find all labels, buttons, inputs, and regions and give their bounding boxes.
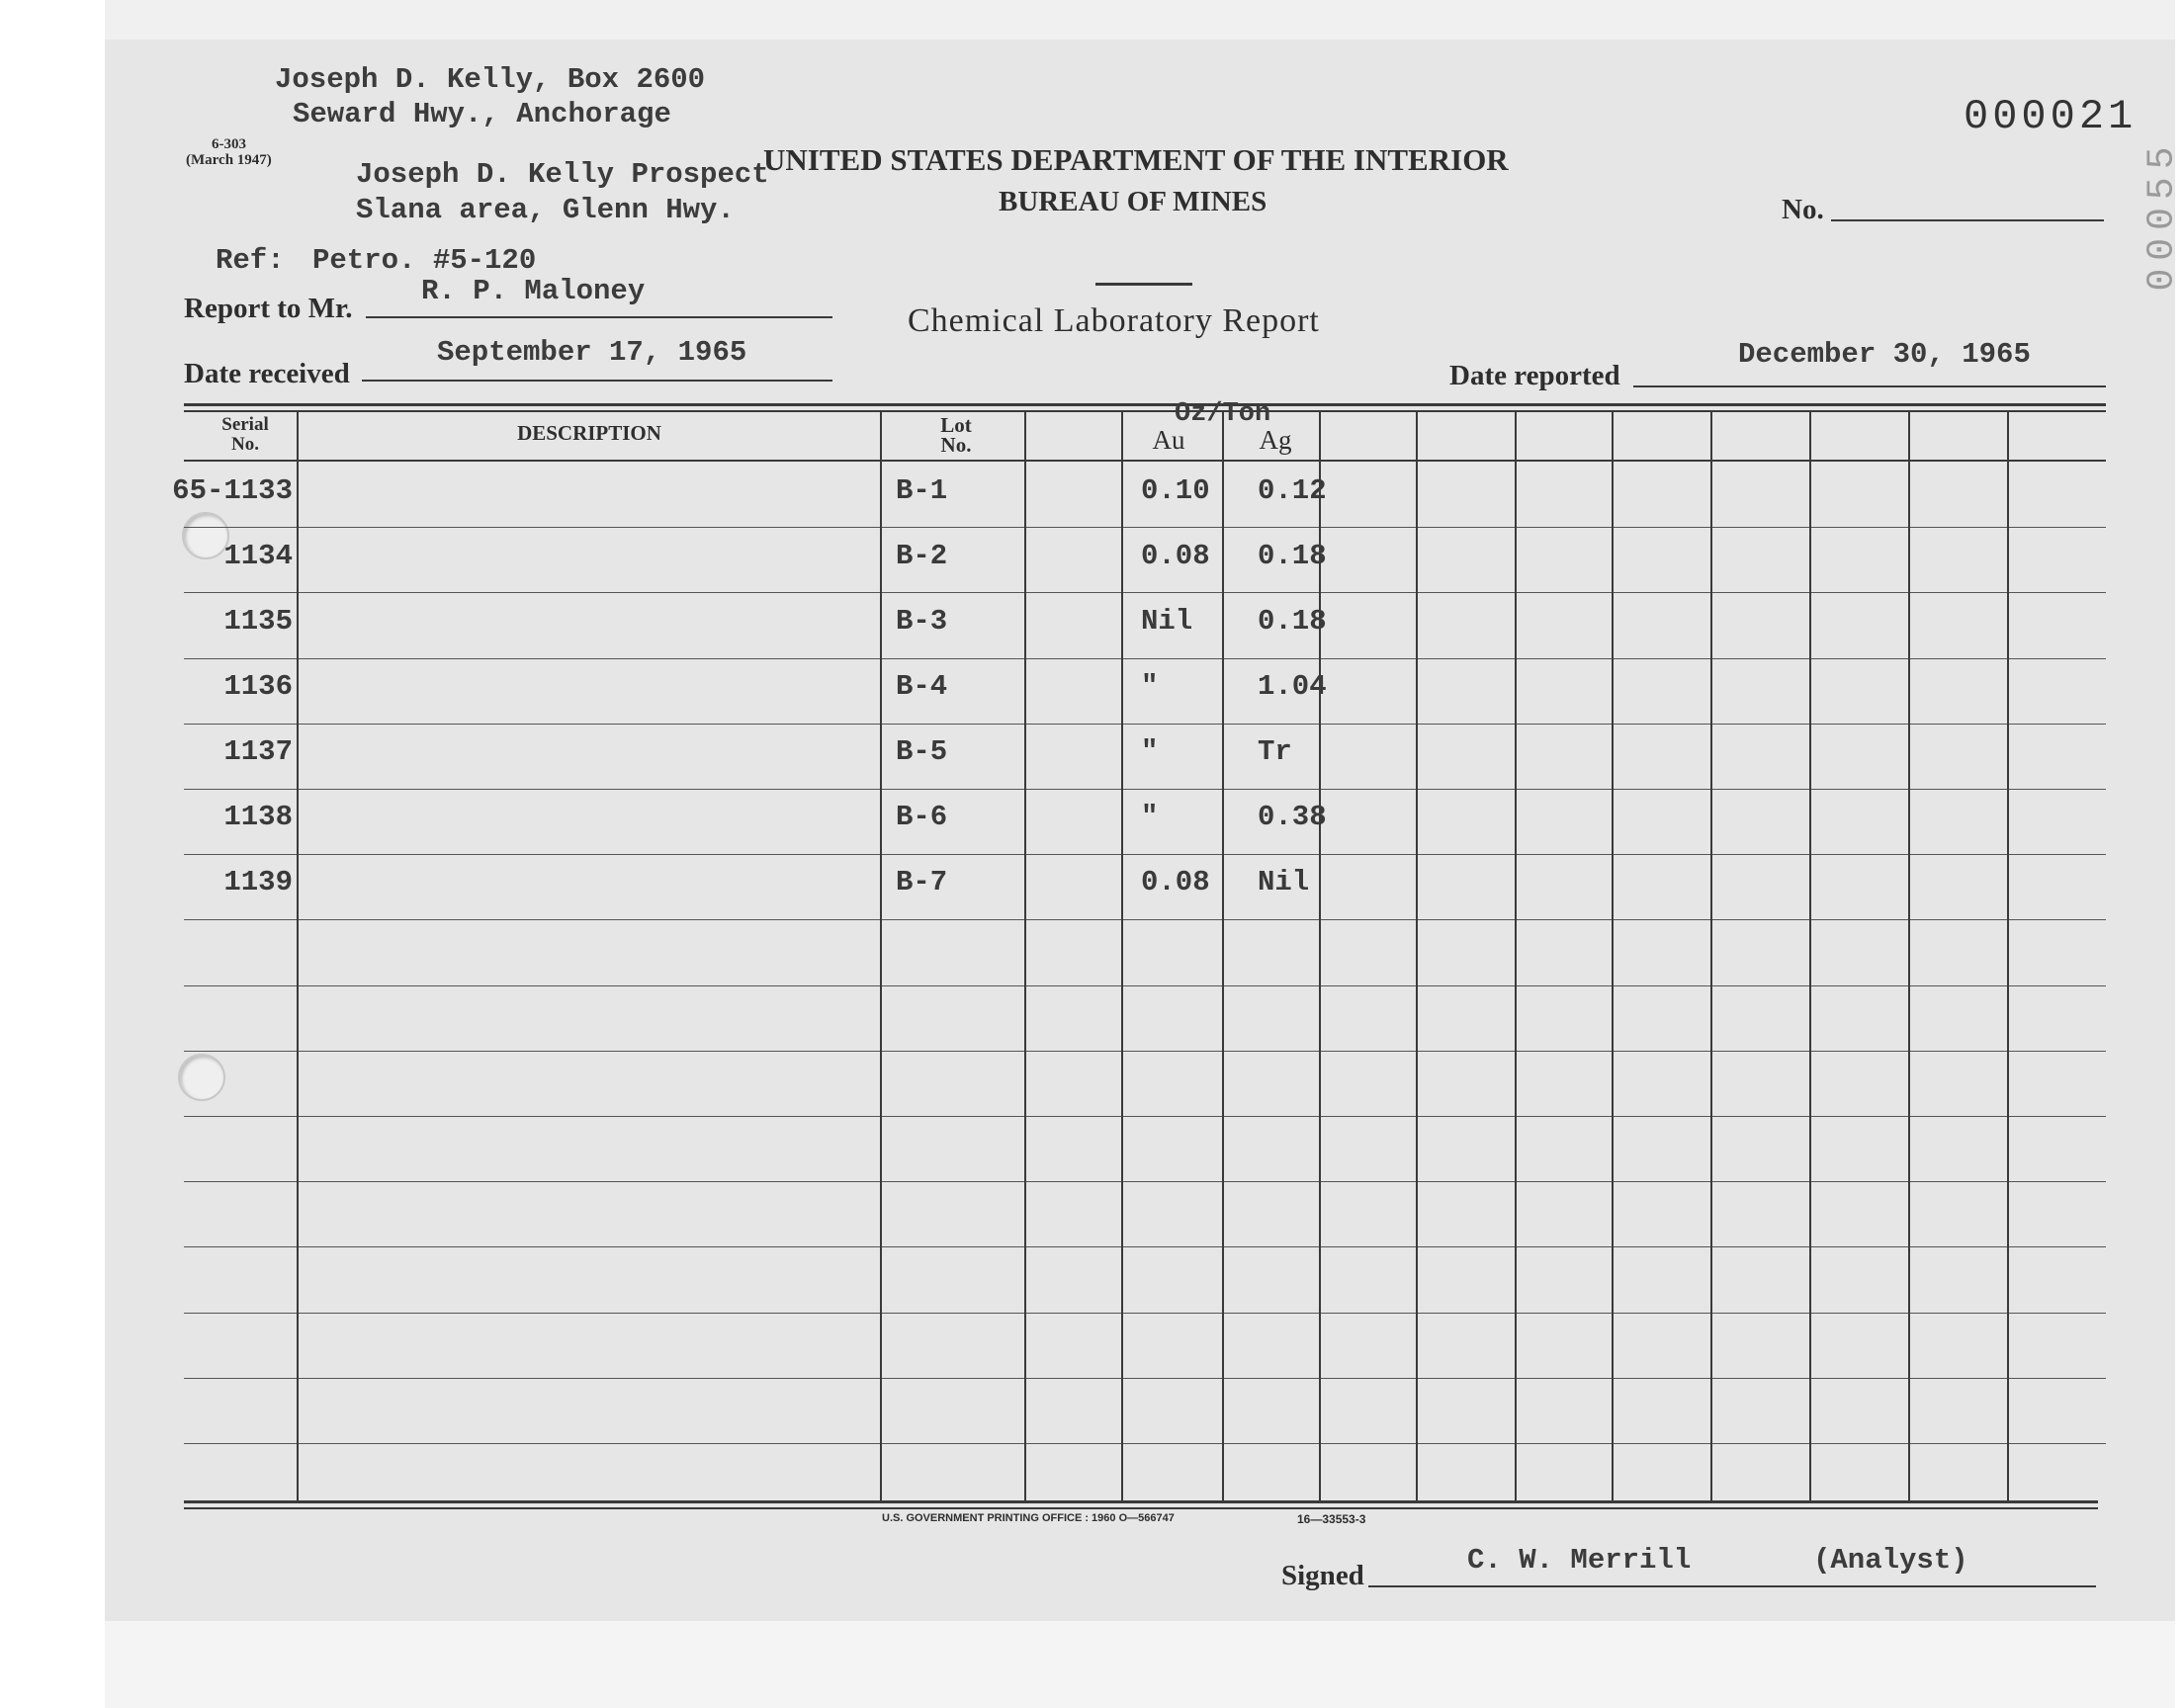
ref-value: Petro. #5-120 (312, 244, 537, 277)
bureau-title: BUREAU OF MINES (999, 186, 1267, 217)
cell-serial: 65-1133 (172, 474, 293, 507)
cell-serial: 1134 (223, 540, 293, 572)
cell-lot: B-1 (896, 474, 948, 507)
header-lot-line1: Lot (940, 413, 972, 437)
cell-serial: 1137 (223, 735, 293, 768)
row-line (184, 1181, 2106, 1182)
column-line (1515, 412, 1517, 1500)
vertical-stamp-number: 00055 (2140, 138, 2184, 292)
row-line (184, 1051, 2106, 1052)
agency-title: UNITED STATES DEPARTMENT OF THE INTERIOR (763, 142, 1509, 177)
row-line (184, 527, 2106, 528)
row-line (184, 789, 2106, 790)
row-line (184, 1313, 2106, 1314)
cell-lot: B-7 (896, 866, 948, 898)
date-reported-label: Date reported (1449, 360, 1620, 391)
cell-au: 0.08 (1141, 866, 1210, 898)
row-line (184, 1378, 2106, 1379)
date-received-label: Date received (184, 358, 350, 389)
cell-lot: B-3 (896, 605, 948, 638)
row-line (184, 658, 2106, 659)
project-line-2: Slana area, Glenn Hwy. (356, 194, 735, 226)
analyst-role: (Analyst) (1813, 1544, 1968, 1577)
header-bottom-line (184, 460, 2106, 462)
cell-au: Nil (1141, 605, 1193, 638)
no-line (1831, 219, 2104, 221)
cell-serial: 1138 (223, 801, 293, 833)
cell-serial: 1136 (223, 670, 293, 703)
analyst-name: C. W. Merrill (1467, 1544, 1692, 1577)
column-line (1612, 412, 1614, 1500)
cell-lot: B-5 (896, 735, 948, 768)
row-line (184, 724, 2106, 725)
report-to-value: R. P. Maloney (421, 275, 646, 307)
cell-lot: B-2 (896, 540, 948, 572)
signature-line (1368, 1585, 2096, 1587)
row-line (184, 985, 2106, 986)
row-line (184, 854, 2106, 855)
cell-au: " (1141, 670, 1159, 703)
column-line (1121, 412, 1123, 1500)
ref-label: Ref: (216, 244, 285, 277)
project-line-1: Joseph D. Kelly Prospect (356, 158, 769, 191)
table-top-border-inner (184, 410, 2106, 412)
cell-ag: Nil (1258, 866, 1310, 898)
top-margin-strip (105, 0, 2175, 40)
cell-ag: 0.18 (1258, 605, 1327, 638)
report-form-sheet (105, 40, 2175, 1621)
column-line (2007, 412, 2009, 1500)
cell-ag: 0.18 (1258, 540, 1327, 572)
punch-hole-bottom (178, 1054, 225, 1101)
column-line (1908, 412, 1910, 1500)
date-reported-value: December 30, 1965 (1738, 338, 2031, 371)
row-line (184, 1116, 2106, 1117)
header-ag: Ag (1259, 425, 1292, 455)
report-to-line (366, 316, 832, 318)
cell-serial: 1139 (223, 866, 293, 898)
signed-label: Signed (1281, 1560, 1364, 1591)
date-received-value: September 17, 1965 (437, 336, 747, 369)
cell-lot: B-4 (896, 670, 948, 703)
header-lot-line2: No. (940, 433, 972, 457)
row-line (184, 592, 2106, 593)
printing-office-note: U.S. GOVERNMENT PRINTING OFFICE : 1960 O—566747 (882, 1512, 1175, 1524)
no-label: No. (1782, 194, 1824, 225)
report-title: Chemical Laboratory Report (908, 302, 1320, 339)
cell-au: 0.10 (1141, 474, 1210, 507)
addressee-line-1: Joseph D. Kelly, Box 2600 (275, 63, 706, 96)
row-line (184, 919, 2106, 920)
cell-ag: 0.12 (1258, 474, 1327, 507)
column-line (880, 412, 882, 1500)
table-top-border (184, 403, 2106, 406)
table-bottom-border-inner (184, 1507, 2098, 1509)
column-line (1319, 412, 1321, 1500)
header-description: DESCRIPTION (517, 421, 661, 445)
column-line (1222, 412, 1224, 1500)
cell-au: " (1141, 801, 1159, 833)
title-separator (1095, 283, 1192, 286)
cell-au: " (1141, 735, 1159, 768)
header-au: Au (1152, 425, 1185, 455)
row-line (184, 1443, 2106, 1444)
cell-serial: 1135 (223, 605, 293, 638)
punch-hole-top (182, 512, 229, 559)
column-line (297, 412, 299, 1500)
header-unit: Oz/Ton (1175, 399, 1271, 429)
header-serial-line2: No. (231, 434, 259, 455)
document-stamp-number: 000021 (1964, 93, 2138, 140)
form-code: 16—33553-3 (1297, 1512, 1366, 1526)
form-number: 6-303 (212, 136, 246, 152)
column-line (1416, 412, 1418, 1500)
column-line (1809, 412, 1811, 1500)
addressee-line-2: Seward Hwy., Anchorage (293, 98, 671, 130)
header-serial-line1: Serial (221, 414, 269, 435)
cell-ag: 1.04 (1258, 670, 1327, 703)
date-reported-line (1633, 385, 2106, 387)
bottom-margin-strip (105, 1621, 2175, 1708)
cell-ag: Tr (1258, 735, 1292, 768)
row-line (184, 1246, 2106, 1247)
table-bottom-border (184, 1500, 2098, 1503)
cell-ag: 0.38 (1258, 801, 1327, 833)
report-to-label: Report to Mr. (184, 293, 353, 324)
date-received-line (362, 380, 832, 382)
column-line (1024, 412, 1026, 1500)
cell-lot: B-6 (896, 801, 948, 833)
form-date: (March 1947) (186, 152, 272, 168)
cell-au: 0.08 (1141, 540, 1210, 572)
column-line (1710, 412, 1712, 1500)
